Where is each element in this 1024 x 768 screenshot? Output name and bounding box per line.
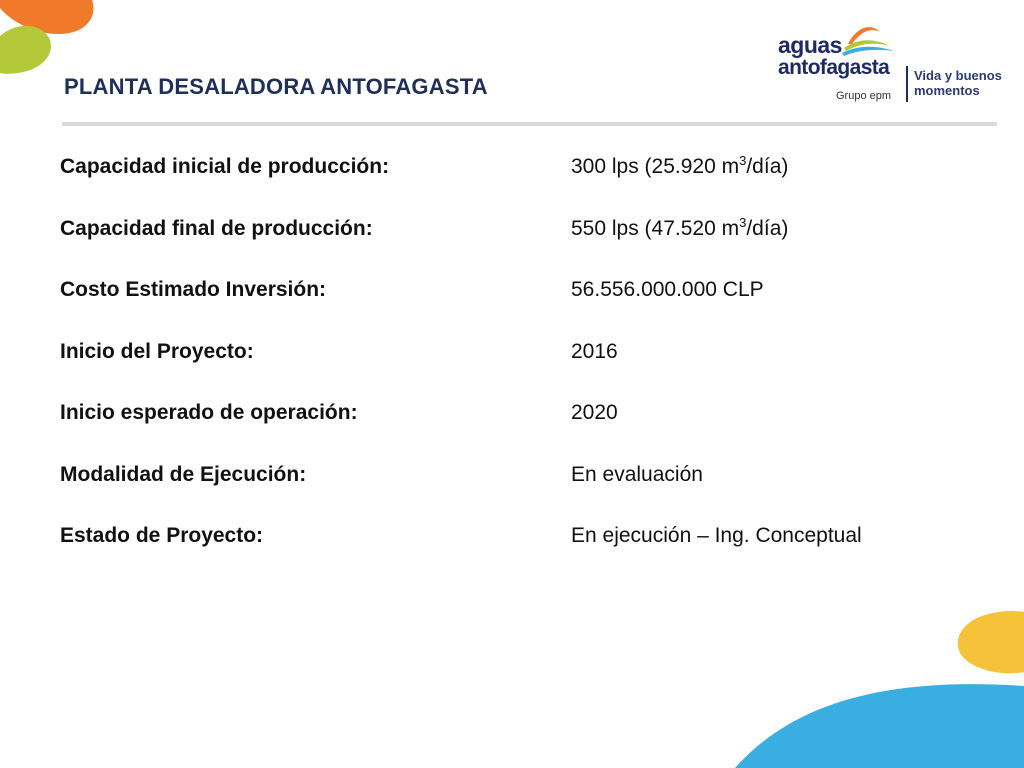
yellow-corner-shape bbox=[958, 611, 1024, 673]
detail-row-project-start bbox=[60, 335, 960, 397]
detail-row-operation-start bbox=[60, 396, 960, 458]
detail-row-initial-capacity bbox=[60, 150, 960, 212]
detail-label: Costo Estimado Inversión: bbox=[60, 278, 327, 301]
logo-word-antofagasta: antofagasta bbox=[778, 56, 890, 79]
logo-separator bbox=[906, 66, 908, 102]
detail-value: 300 lps (25.920 $m^3/día$) bbox=[571, 153, 789, 178]
project-details bbox=[60, 150, 960, 581]
detail-label: Capacidad final de producción: bbox=[60, 216, 373, 240]
logo-tagline-line2: momentos bbox=[914, 83, 980, 98]
detail-label: Inicio esperado de operación: bbox=[60, 401, 358, 424]
detail-label: Capacidad inicial de producción: bbox=[60, 155, 390, 178]
logo-tagline bbox=[914, 68, 1002, 98]
detail-row-final-capacity bbox=[60, 212, 960, 274]
detail-row-project-status bbox=[60, 519, 960, 581]
detail-row-execution-mode bbox=[60, 458, 960, 520]
detail-label: Inicio del Proyecto: bbox=[60, 339, 254, 363]
title-divider bbox=[62, 122, 997, 126]
logo-tagline-line1: Vida y buenos bbox=[914, 68, 1002, 83]
blue-corner-shape bbox=[735, 684, 1024, 768]
detail-label: Estado de Proyecto: bbox=[60, 524, 264, 547]
aguas-antofagasta-logo bbox=[774, 16, 1002, 108]
logo-word-aguas: aguas bbox=[778, 32, 842, 58]
detail-value: 2016 bbox=[571, 339, 618, 363]
detail-value: 2020 bbox=[571, 401, 618, 424]
detail-value: En ejecución – Ing. Conceptual bbox=[571, 524, 862, 547]
detail-value: 550 lps (47.520 $m^3/día$) bbox=[571, 214, 789, 240]
green-corner-shape bbox=[0, 26, 51, 74]
waves-icon bbox=[840, 18, 896, 58]
detail-value: 56.556.000.000 CLP bbox=[571, 278, 764, 301]
logo-group-text: Grupo epm bbox=[836, 90, 892, 102]
orange-corner-shape bbox=[0, 0, 93, 34]
detail-value: En evaluación bbox=[571, 462, 703, 486]
detail-row-estimated-cost bbox=[60, 273, 960, 335]
page-title: PLANTA DESALADORA ANTOFAGASTA bbox=[64, 74, 488, 99]
detail-label: Modalidad de Ejecución: bbox=[60, 462, 307, 486]
